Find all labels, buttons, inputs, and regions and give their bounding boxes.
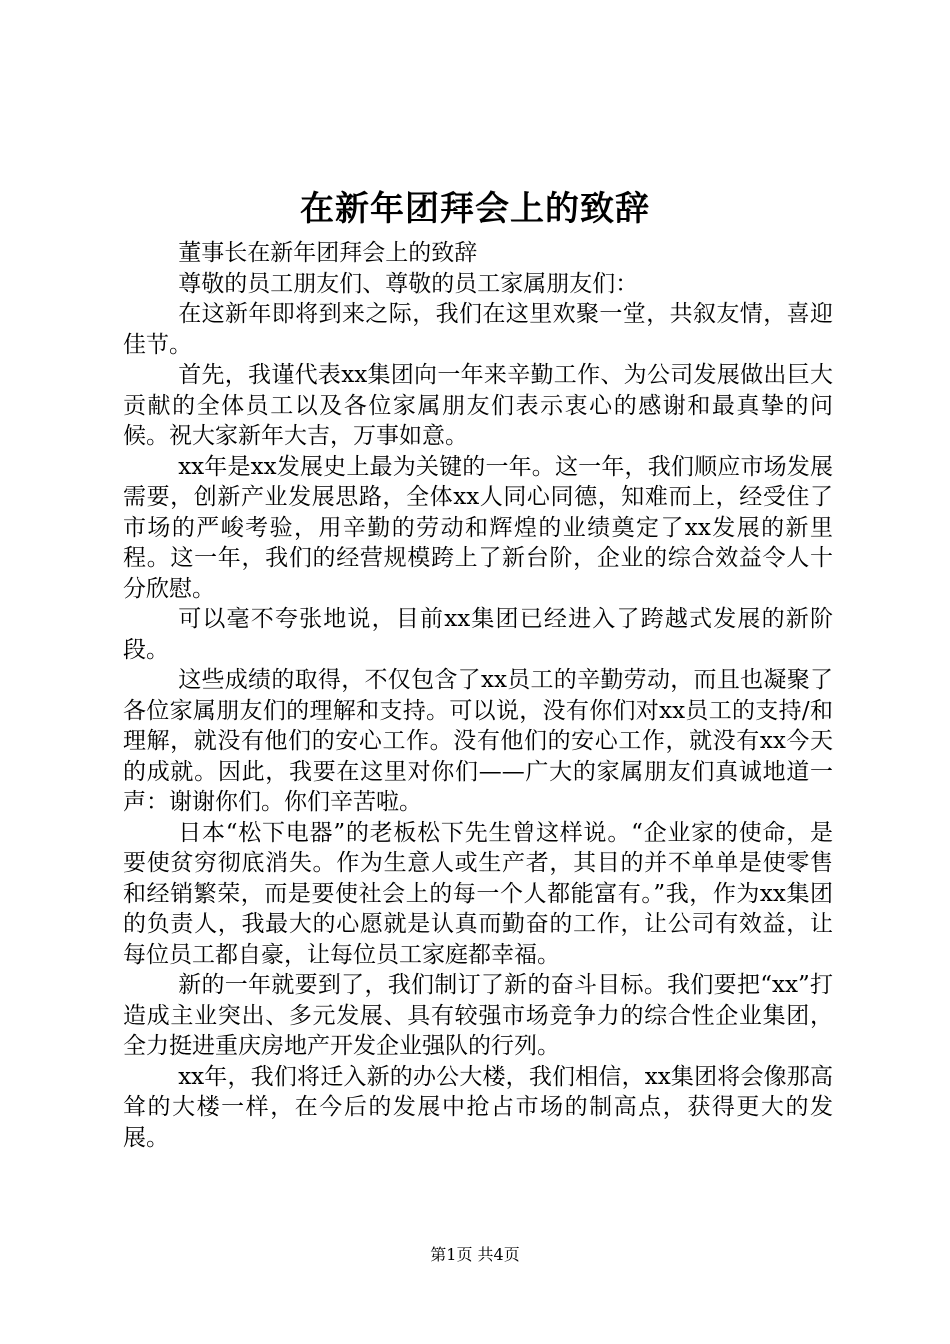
paragraph: 这些成绩的取得，不仅包含了xx员工的辛勤劳动，而且也凝聚了各位家属朋友们的理解和支持。可以说，没有你们对xx员工的支持/和理解，就没有他们的安心工作。没有他们的安心工作，就没有xx今天的成就。因此，我要在这里对你们——广大的家属朋友们真诚地道一声：谢谢你们。你们辛苦啦。	[123, 667, 833, 815]
paragraph: 可以毫不夸张地说，目前xx集团已经进入了跨越式发展的新阶段。	[123, 606, 833, 663]
page-footer: 第1页 共4页	[430, 1245, 520, 1264]
paragraph: xx年是xx发展史上最为关键的一年。这一年，我们顺应市场发展需要，创新产业发展思路，全体xx人同心同德，知难而上，经受住了市场的严峻考验，用辛勤的劳动和辉煌的业绩奠定了xx发展的新里程。这一年，我们的经营规模跨上了新台阶，企业的综合效益令人十分欣慰。	[123, 453, 833, 602]
document-title: 在新年团拜会上的致辞	[300, 189, 650, 229]
paragraph-salutation: 尊敬的员工朋友们、尊敬的员工家属朋友们：	[178, 270, 639, 297]
paragraph-subtitle: 董事长在新年团拜会上的致辞	[178, 240, 478, 266]
paragraph: 在这新年即将到来之际，我们在这里欢聚一堂，共叙友情，喜迎佳节。	[123, 301, 833, 358]
document-body	[123, 238, 833, 1153]
paragraph: 新的一年就要到了，我们制订了新的奋斗目标。我们要把“xx”打造成主业突出、多元发展、具有较强市场竞争力的综合性企业集团，全力挺进重庆房地产开发企业强队的行列。	[123, 972, 833, 1059]
paragraph: 首先，我谨代表xx集团向一年来辛勤工作、为公司发展做出巨大贡献的全体员工以及各位家属朋友们表示衷心的感谢和最真挚的问候。祝大家新年大吉，万事如意。	[123, 362, 833, 449]
paragraph: xx年，我们将迁入新的办公大楼，我们相信，xx集团将会像那高耸的大楼一样，在今后的发展中抢占市场的制高点，获得更大的发展。	[123, 1063, 833, 1151]
paragraph: 日本“松下电器”的老板松下先生曾这样说。“企业家的使命，是要使贫穷彻底消失。作为生意人或生产者，其目的并不单单是使零售和经销繁荣，而是要使社会上的每一个人都能富有。”我，作为xx集团的负责人，我最大的心愿就是认真而勤奋的工作，让公司有效益，让每位员工都自豪，让每位员工家庭都幸福。	[123, 819, 833, 968]
